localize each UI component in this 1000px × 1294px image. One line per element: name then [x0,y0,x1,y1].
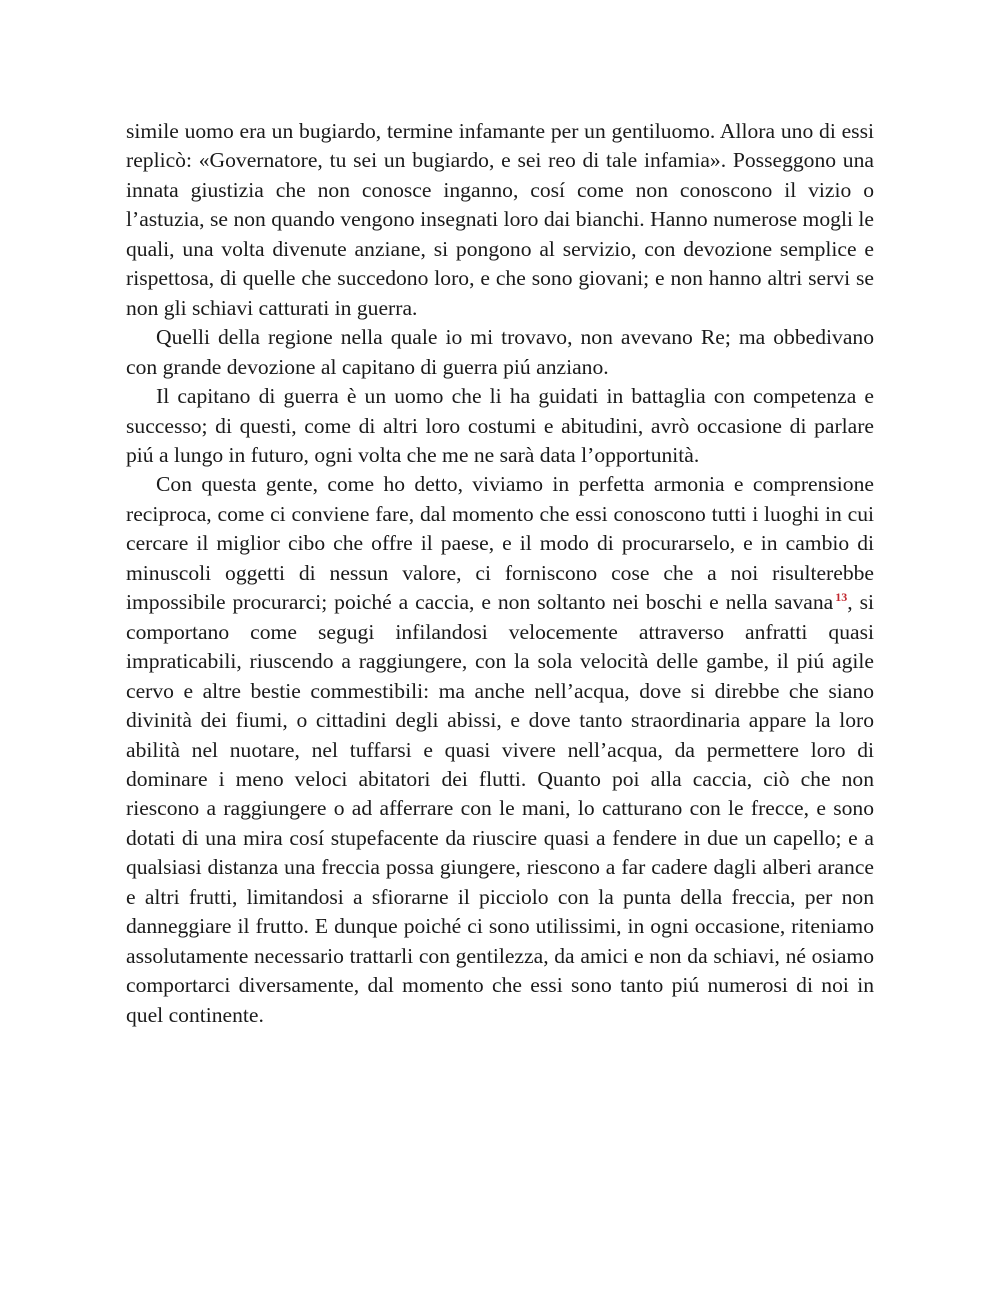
paragraph-2: Quelli della regione nella quale io mi trovavo, non avevano Re; ma obbedivano con grande devozione al capitano di guerra piú anziano. [126,325,874,379]
paragraph-1: simile uomo era un bugiardo, termine infamante per un gentiluomo. Allora uno di essi replicò: «Governatore, tu sei un bugiardo, e sei reo di tale infamia». Posseggono una innata giustizia che non conosce inganno, cosí come non conoscono il vizio o l’astuzia, se non quando vengono insegnati loro dai bianchi. Hanno numerose mogli le quali, una volta divenute anziane, si pongono al servizio, con devozione semplice e rispettosa, di quelle che succedono loro, e che sono giovani; e non hanno altri servi se non gli schiavi catturati in guerra. [126,119,874,320]
footnote-link-13[interactable]: 13 [835,590,848,605]
document-page [126,117,874,1030]
paragraph-4-text-start: Con questa gente, come ho detto, viviamo in perfetta armonia e comprensione reciproca, come ci conviene fare, dal momento che essi conoscono tutti i luoghi in cui cercare il miglior cibo che offre il paese, e il modo di procurarselo, e in cambio di minuscoli oggetti di nessun valore, ci forniscono cose che a noi risulterebbe impossibile procurarci; poiché a caccia, e non soltanto nei boschi e nella savana [126,472,874,615]
paragraph-3: Il capitano di guerra è un uomo che li ha guidati in battaglia con competenza e successo; di questi, come di altri loro costumi e abitudini, avrò occasione di parlare piú a lungo in futuro, ogni volta che me ne sarà data l’opportunità. [126,384,874,467]
paragraph-4-text-end: , si comportano come segugi infilandosi velocemente attraverso anfratti quasi impraticabili, riuscendo a raggiungere, con la sola velocità delle gambe, il piú agile cervo e altre bestie commestibili: ma anche nell’acqua, dove si direbbe che siano divinità dei fiumi, o cittadini degli abissi, e dove tanto straordinaria appare la loro abilità nel nuotare, nel tuffarsi e quasi vivere nell’acqua, da permettere loro di dominare i meno veloci abitatori dei flutti. Quanto poi alla caccia, ciò che non riescono a raggiungere o ad afferrare con le mani, lo catturano con le frecce, e sono dotati di una mira cosí stupefacente da riuscire quasi a fendere in due un capello; e a qualsiasi distanza una freccia possa giungere, riescono a far cadere dagli alberi arance e altri frutti, limitandosi a sfiorarne il picciolo con la punta della freccia, per non danneggiare il frutto. E dunque poiché ci sono utilissimi, in ogni occasione, riteniamo assolutamente necessario trattarli con gentilezza, da amici e non da schiavi, né osiamo comportarci diversamente, dal momento che essi sono tanto piú numerosi di noi in quel continente. [126,590,874,1027]
paragraph-4 [126,470,874,1030]
